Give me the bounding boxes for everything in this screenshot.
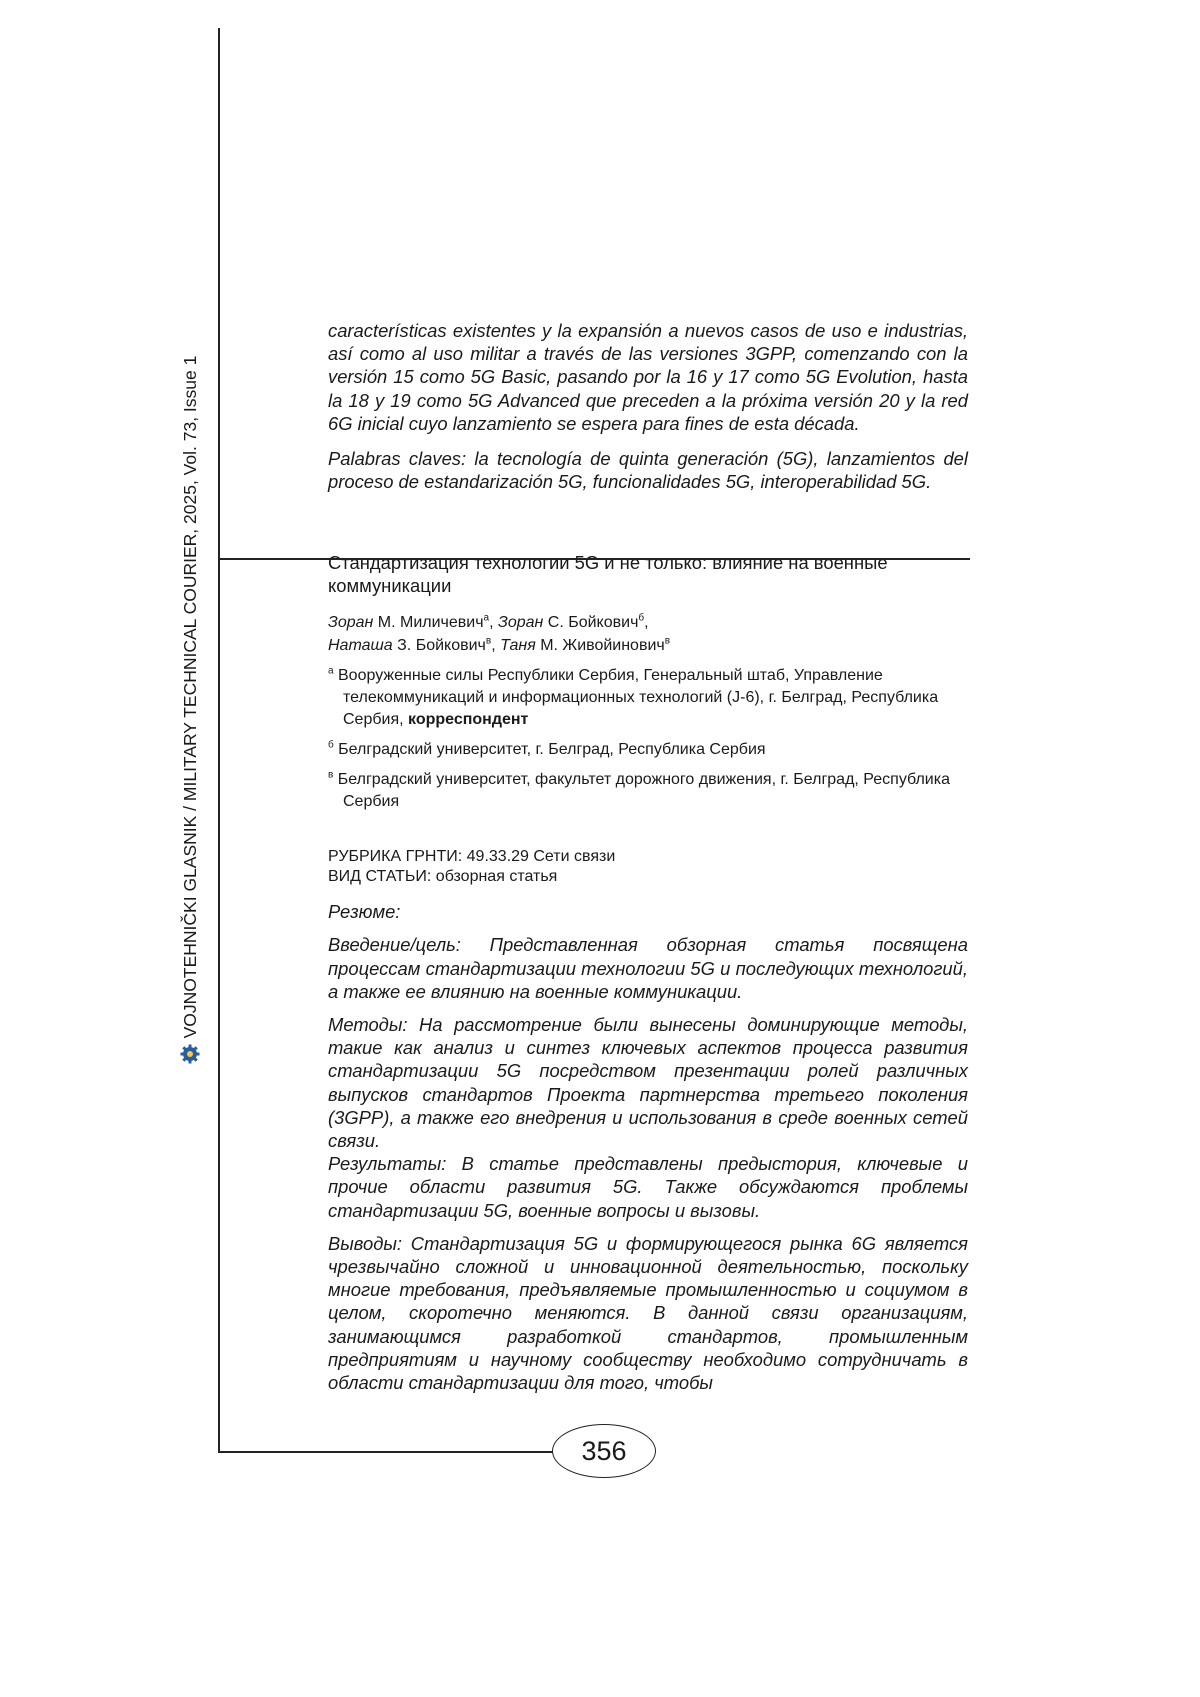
article-type: ВИД СТАТЬИ: обзорная статья bbox=[328, 867, 968, 887]
abstract-results: Результаты: В статье представлены предыстория, ключевые и прочие области развития 5G. Также обсуждаются проблемы стандартизации 5G, военные вопросы и вызовы. bbox=[328, 1152, 968, 1222]
affiliation-a: а Вооруженные силы Республики Сербия, Генеральный штаб, Управление телекоммуникаций и информационных технологий (J-6), г. Белград, Республика Сербия, корреспондент bbox=[328, 665, 968, 731]
abstract-intro: Введение/цель: Представленная обзорная статья посвящена процессам стандартизации технологии 5G и последующих технологий, а также ее влиянию на военные коммуникации. bbox=[328, 933, 968, 1003]
corresponding-author-label: корреспондент bbox=[408, 711, 528, 728]
spanish-keywords: Palabras claves: la tecnología de quinta generación (5G), lanzamientos del proceso de estandarización 5G, funcionalidades 5G, interoperabilidad 5G. bbox=[328, 447, 968, 493]
running-head bbox=[179, 320, 201, 1100]
article-rubric: РУБРИКА ГРНТИ: 49.33.29 Сети связи bbox=[328, 847, 968, 867]
margin-rule-vertical bbox=[218, 28, 220, 1453]
resume-heading: Резюме: bbox=[328, 900, 968, 923]
affiliation-b: б Белградский университет, г. Белград, Республика Сербия bbox=[328, 739, 968, 761]
page-number: 356 bbox=[552, 1424, 656, 1478]
abstract-methods: Методы: На рассмотрение были вынесены доминирующие методы, такие как анализ и синтез ключевых аспектов процесса развития стандартизации 5G посредством презентации ролей различных выпусков стандартов Проекта партнерства третьего поколения (3GPP), а также его внедрения и использования в среде военных сетей связи. bbox=[328, 1013, 968, 1152]
footer-rule bbox=[218, 1451, 570, 1453]
section-divider bbox=[218, 558, 970, 560]
authors bbox=[328, 611, 968, 657]
affiliation-c: в Белградский университет, факультет дорожного движения, г. Белград, Республика Сербия bbox=[328, 769, 968, 813]
abstract-conclusions: Выводы: Стандартизация 5G и формирующегося рынка 6G является чрезвычайно сложной и инновационной деятельностью, поскольку многие требования, предъявляемые промышленностью и социумом в целом, скоротечно меняются. В данной связи организациям, занимающимся разработкой стандартов, промышленным предприятиям и научному сообществу необходимо сотрудничать в области стандартизации для того, чтобы bbox=[328, 1232, 968, 1394]
running-head-text: VOJNOTEHNIČKI GLASNIK / MILITARY TECHNICAL COURIER, 2025, Vol. 73, Issue 1 bbox=[180, 356, 201, 1039]
spanish-abstract-continuation: características existentes y la expansión a nuevos casos de uso e industrias, así como al uso militar a través de las versiones 3GPP, comenzando con la versión 15 como 5G Basic, pasando por la 16 y 17 como 5G Evolution, hasta la 18 y 19 como 5G Advanced que preceden a la próxima versión 20 y la red 6G inicial cuyo lanzamiento se espera para fines de esta década. bbox=[328, 319, 968, 435]
author-4: Таня М. Живойиновичв bbox=[500, 637, 670, 654]
journal-gear-icon bbox=[180, 1044, 200, 1064]
author-3: Наташа З. Бойковичв, bbox=[328, 637, 500, 654]
author-2: Зоран С. Бойковичб, bbox=[498, 614, 649, 631]
russian-title: Стандартизация технологии 5G и не только: влияние на военные коммуникации bbox=[328, 551, 968, 597]
page-content bbox=[328, 319, 968, 1394]
author-1: Зоран М. Миличевича, bbox=[328, 614, 498, 631]
